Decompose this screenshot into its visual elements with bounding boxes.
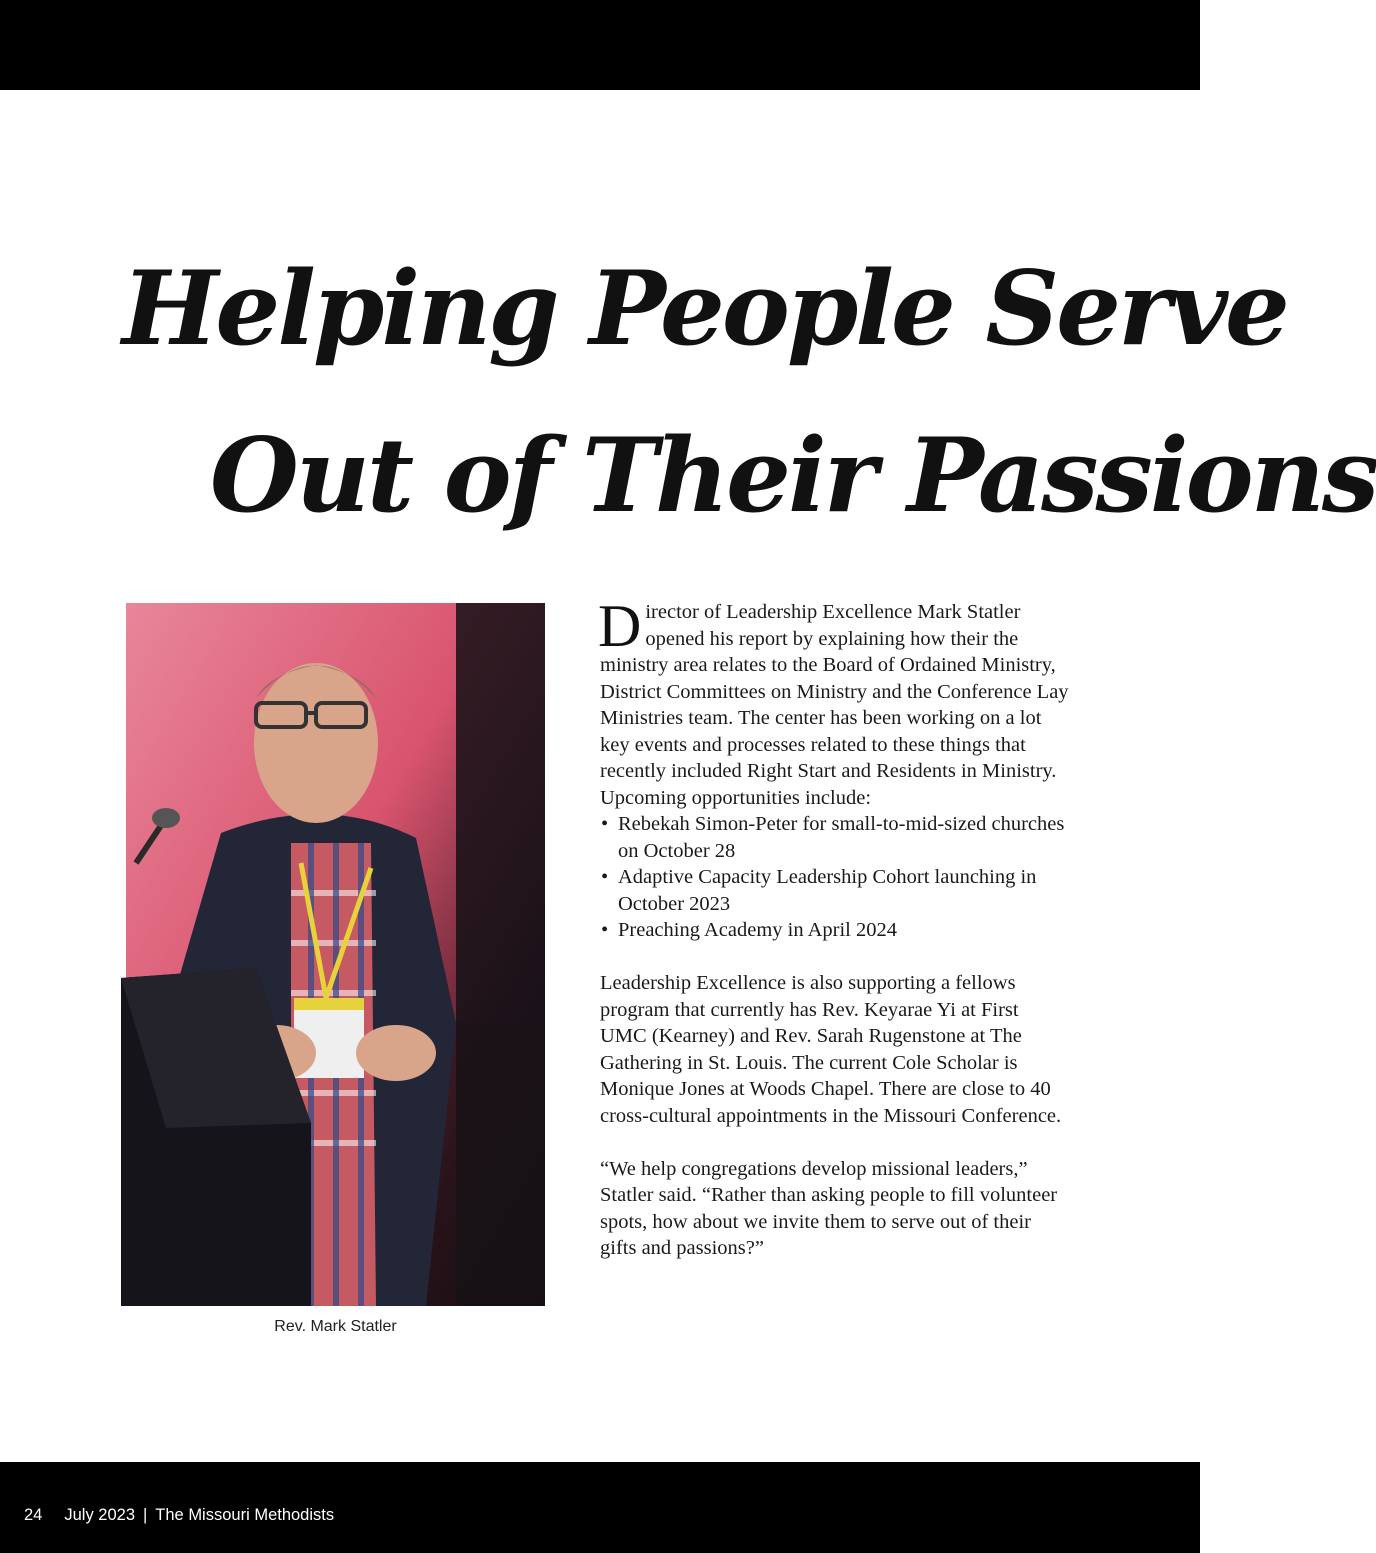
fellows-paragraph: Leadership Excellence is also supporting a fellows program that currently has Rev. Keyarae Yi at First UMC (Kearney) and Rev. Sarah Rugenstone at The Gathering in St. Louis. The current Cole Scholar is Monique Jones at Woods Chapel. There are close to 40 cross-cultural appointments in the Missouri Conference. bbox=[600, 972, 1062, 1127]
intro-text: irector of Leadership Excellence Mark Statler opened his report by explaining how their the ministry area relates to the Board of Ordained Ministry, District Committees on Ministry and the Conference Lay Ministries team. The center has been working on a lot key events and processes related to these things that recently included Right Start and Residents in Ministry. Upcoming opportunities include: bbox=[600, 601, 1069, 809]
page-footer bbox=[24, 1506, 334, 1525]
list-item: • Adaptive Capacity Leadership Cohort launching in October 2023 bbox=[601, 866, 1037, 915]
top-black-bar bbox=[0, 0, 1200, 90]
issue-date: July 2023 bbox=[64, 1506, 135, 1524]
headline-line-1: Helping People Serve bbox=[122, 249, 1287, 369]
footer-separator: | bbox=[143, 1506, 148, 1524]
headline-line-2: Out of Their Passions bbox=[210, 416, 1376, 536]
list-item: • Preaching Academy in April 2024 bbox=[600, 917, 1070, 944]
publication-name: The Missouri Methodists bbox=[155, 1506, 335, 1524]
article-body bbox=[598, 593, 1070, 1262]
quote-paragraph: “We help congregations develop missional leaders,” Statler said. “Rather than asking people to fill volunteer spots, how about we invite them to serve out of their gifts and passions?” bbox=[600, 1157, 1058, 1259]
opportunities-list bbox=[600, 811, 1070, 944]
page-number: 24 bbox=[24, 1506, 43, 1524]
intro-paragraph bbox=[598, 593, 1070, 811]
bullet-icon: • bbox=[601, 919, 609, 941]
drop-cap: D bbox=[598, 593, 642, 659]
bullet-icon: • bbox=[601, 813, 609, 835]
speaker-photo bbox=[126, 603, 545, 1306]
bullet-icon: • bbox=[601, 866, 609, 888]
list-item: • Rebekah Simon-Peter for small-to-mid-sized churches on October 28 bbox=[601, 813, 1065, 862]
photo-caption: Rev. Mark Statler bbox=[274, 1318, 397, 1335]
